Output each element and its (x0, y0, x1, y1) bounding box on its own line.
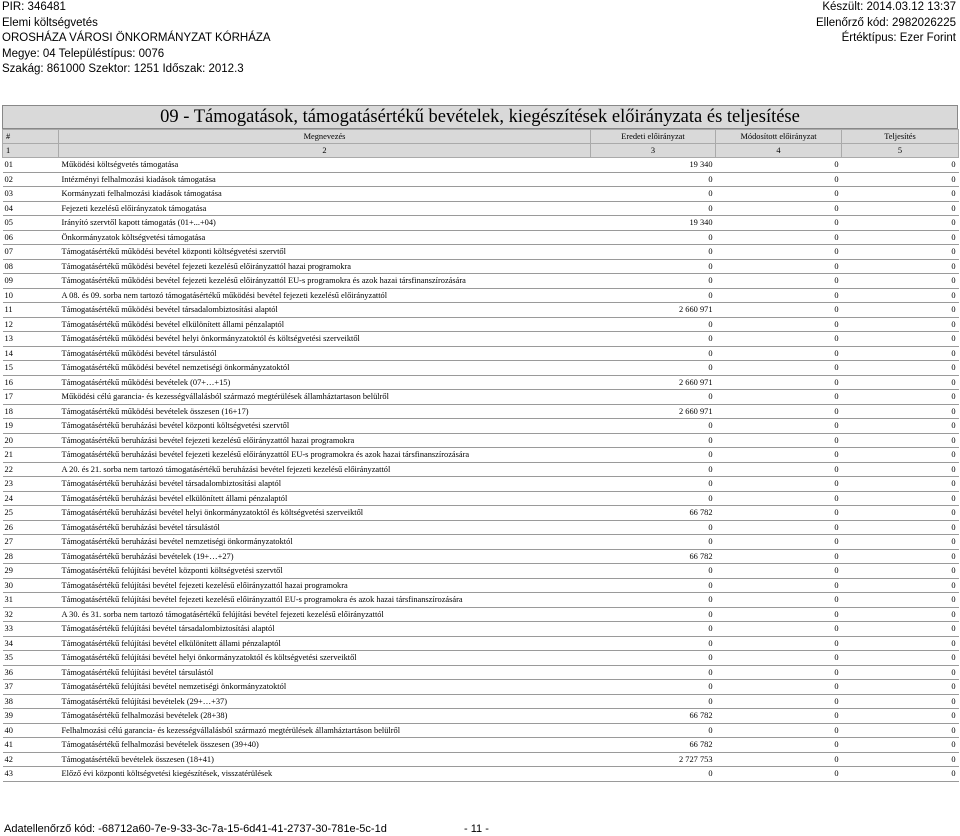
table-row (3, 462, 959, 477)
row-original-value: 0 (591, 694, 716, 709)
row-completed-value: 0 (842, 172, 959, 187)
table-row (3, 738, 959, 753)
row-original-value: 19 340 (591, 158, 716, 173)
row-completed-value: 0 (842, 680, 959, 695)
checksum-code: Ellenőrző kód: 2982026225 (815, 16, 956, 29)
row-number: 19 (3, 419, 59, 434)
row-name: Fejezeti kezelésű előirányzatok támogatása (59, 201, 591, 216)
row-completed-value: 0 (842, 187, 959, 202)
row-name: Támogatásértékű felújítási bevétel fejezeti kezelésű előirányzattól EU-s programokra és azok hazai társfinanszírozására (59, 593, 591, 608)
row-original-value: 0 (591, 477, 716, 492)
row-completed-value: 0 (842, 564, 959, 579)
row-completed-value: 0 (842, 245, 959, 260)
row-original-value: 0 (591, 245, 716, 260)
col-header-completed: Teljesítés (842, 130, 959, 144)
row-name: Támogatásértékű működési bevételek (07+…+15) (59, 375, 591, 390)
row-number: 01 (3, 158, 59, 173)
table-header-row (3, 130, 959, 144)
table-row (3, 274, 959, 289)
row-number: 34 (3, 636, 59, 651)
col-number-1: 1 (3, 144, 59, 158)
table-row (3, 158, 959, 173)
col-header-modified: Módosított előirányzat (716, 130, 842, 144)
col-number-2: 2 (59, 144, 591, 158)
row-completed-value: 0 (842, 593, 959, 608)
row-number: 27 (3, 535, 59, 550)
report-header-left (2, 0, 271, 78)
row-number: 42 (3, 752, 59, 767)
table-row (3, 607, 959, 622)
row-number: 11 (3, 303, 59, 318)
table-row (3, 651, 959, 666)
row-name: Támogatásértékű beruházási bevétel nemzetiségi önkormányzatoktól (59, 535, 591, 550)
row-completed-value: 0 (842, 651, 959, 666)
row-modified-value: 0 (716, 680, 842, 695)
institution-name: OROSHÁZA VÁROSI ÖNKORMÁNYZAT KÓRHÁZA (2, 32, 271, 44)
row-original-value: 0 (591, 767, 716, 782)
row-number: 06 (3, 230, 59, 245)
row-name: Felhalmozási célú garancia- és kezességvállalásból származó megtérülések államháztartáson belülről (59, 723, 591, 738)
row-original-value: 0 (591, 491, 716, 506)
row-completed-value: 0 (842, 506, 959, 521)
row-completed-value: 0 (842, 767, 959, 782)
row-name: Támogatásértékű felújítási bevétel elkülönített állami pénzalaptól (59, 636, 591, 651)
table-row (3, 767, 959, 782)
row-original-value: 66 782 (591, 506, 716, 521)
col-number-3: 3 (591, 144, 716, 158)
row-completed-value: 0 (842, 317, 959, 332)
table-row (3, 245, 959, 260)
row-number: 30 (3, 578, 59, 593)
row-original-value: 0 (591, 564, 716, 579)
table-row (3, 636, 959, 651)
row-name: Támogatásértékű beruházási bevétel társulástól (59, 520, 591, 535)
row-number: 09 (3, 274, 59, 289)
row-name: Támogatásértékű működési bevétel nemzetiségi önkormányzatoktól (59, 361, 591, 376)
table-row (3, 288, 959, 303)
table-row (3, 564, 959, 579)
table-row (3, 520, 959, 535)
table-row (3, 549, 959, 564)
report-title: 09 - Támogatások, támogatásértékű bevételek, kiegészítések előirányzata és teljesítése (2, 105, 958, 129)
table-row (3, 723, 959, 738)
row-number: 02 (3, 172, 59, 187)
table-row (3, 201, 959, 216)
row-original-value: 0 (591, 723, 716, 738)
row-completed-value: 0 (842, 752, 959, 767)
row-modified-value: 0 (716, 694, 842, 709)
table-row (3, 709, 959, 724)
row-completed-value: 0 (842, 549, 959, 564)
table-row (3, 622, 959, 637)
row-number: 28 (3, 549, 59, 564)
row-original-value: 0 (591, 288, 716, 303)
row-number: 21 (3, 448, 59, 463)
table-row (3, 665, 959, 680)
row-modified-value: 0 (716, 549, 842, 564)
row-name: Önkormányzatok költségvetési támogatása (59, 230, 591, 245)
row-original-value: 0 (591, 636, 716, 651)
row-original-value: 0 (591, 448, 716, 463)
row-modified-value: 0 (716, 230, 842, 245)
row-original-value: 66 782 (591, 549, 716, 564)
report-header-right (816, 0, 956, 47)
created-date: Készült: 2014.03.12 13:37 (822, 1, 956, 13)
row-modified-value: 0 (716, 752, 842, 767)
row-name: Támogatásértékű bevételek összesen (18+41) (59, 752, 591, 767)
row-completed-value: 0 (842, 303, 959, 318)
row-modified-value: 0 (716, 506, 842, 521)
table-row (3, 578, 959, 593)
row-modified-value: 0 (716, 404, 842, 419)
row-name: Támogatásértékű működési bevétel elkülönített állami pénzalaptól (59, 317, 591, 332)
row-name: Támogatásértékű működési bevétel központi költségvetési szervtől (59, 245, 591, 260)
row-name: Támogatásértékű felújítási bevétel társulástól (59, 665, 591, 680)
row-number: 07 (3, 245, 59, 260)
row-completed-value: 0 (842, 462, 959, 477)
row-number: 39 (3, 709, 59, 724)
row-name: A 08. és 09. sorba nem tartozó támogatásértékű működési bevétel fejezeti kezelésű előirányzattól (59, 288, 591, 303)
row-original-value: 2 660 971 (591, 404, 716, 419)
row-number: 03 (3, 187, 59, 202)
row-completed-value: 0 (842, 404, 959, 419)
row-original-value: 0 (591, 259, 716, 274)
row-modified-value: 0 (716, 651, 842, 666)
row-name: Támogatásértékű felújítási bevétel központi költségvetési szervtől (59, 564, 591, 579)
row-number: 32 (3, 607, 59, 622)
row-completed-value: 0 (842, 201, 959, 216)
table-row (3, 593, 959, 608)
pir-line: PIR: 346481 (2, 1, 66, 13)
row-modified-value: 0 (716, 172, 842, 187)
row-name: Támogatásértékű felújítási bevétel helyi önkormányzatoktól és költségvetési szerveiktől (59, 651, 591, 666)
table-row (3, 404, 959, 419)
row-original-value: 0 (591, 593, 716, 608)
report-type: Elemi költségvetés (2, 16, 98, 29)
row-original-value: 2 660 971 (591, 303, 716, 318)
row-completed-value: 0 (842, 535, 959, 550)
row-name: Támogatásértékű működési bevétel társulástól (59, 346, 591, 361)
row-completed-value: 0 (842, 607, 959, 622)
row-modified-value: 0 (716, 593, 842, 608)
row-completed-value: 0 (842, 738, 959, 753)
row-number: 31 (3, 593, 59, 608)
sector-line: Szakág: 861000 Szektor: 1251 Időszak: 2012.3 (2, 63, 244, 75)
row-number: 15 (3, 361, 59, 376)
col-number-5: 5 (842, 144, 959, 158)
row-original-value: 0 (591, 274, 716, 289)
table-row (3, 491, 959, 506)
row-name: Előző évi központi költségvetési kiegészítések, visszatérülések (59, 767, 591, 782)
row-modified-value: 0 (716, 578, 842, 593)
report-table (2, 129, 959, 782)
row-name: Támogatásértékű beruházási bevételek (19+…+27) (59, 549, 591, 564)
row-completed-value: 0 (842, 520, 959, 535)
row-number: 24 (3, 491, 59, 506)
row-modified-value: 0 (716, 419, 842, 434)
row-name: Támogatásértékű beruházási bevétel központi költségvetési szervtől (59, 419, 591, 434)
row-modified-value: 0 (716, 767, 842, 782)
row-completed-value: 0 (842, 274, 959, 289)
row-original-value: 66 782 (591, 738, 716, 753)
row-number: 40 (3, 723, 59, 738)
row-original-value: 0 (591, 665, 716, 680)
col-header-name: Megnevezés (59, 130, 591, 144)
row-name: Támogatásértékű beruházási bevétel helyi önkormányzatoktól és költségvetési szerveiktől (59, 506, 591, 521)
row-original-value: 0 (591, 187, 716, 202)
row-completed-value: 0 (842, 288, 959, 303)
row-modified-value: 0 (716, 390, 842, 405)
row-number: 26 (3, 520, 59, 535)
row-number: 23 (3, 477, 59, 492)
row-number: 05 (3, 216, 59, 231)
table-row (3, 332, 959, 347)
row-number: 17 (3, 390, 59, 405)
row-original-value: 0 (591, 622, 716, 637)
row-completed-value: 0 (842, 491, 959, 506)
row-original-value: 0 (591, 346, 716, 361)
row-modified-value: 0 (716, 665, 842, 680)
row-name: Támogatásértékű beruházási bevétel fejezeti kezelésű előirányzattól hazai programokra (59, 433, 591, 448)
row-modified-value: 0 (716, 303, 842, 318)
row-modified-value: 0 (716, 346, 842, 361)
row-name: Támogatásértékű beruházási bevétel társadalombiztosítási alaptól (59, 477, 591, 492)
row-original-value: 0 (591, 433, 716, 448)
table-row (3, 752, 959, 767)
row-modified-value: 0 (716, 317, 842, 332)
row-number: 12 (3, 317, 59, 332)
row-modified-value: 0 (716, 361, 842, 376)
row-completed-value: 0 (842, 578, 959, 593)
row-name: Támogatásértékű működési bevétel fejezeti kezelésű előirányzattól EU-s programokra és azok hazai társfinanszírozására (59, 274, 591, 289)
table-row (3, 694, 959, 709)
row-modified-value: 0 (716, 288, 842, 303)
row-modified-value: 0 (716, 158, 842, 173)
row-original-value: 0 (591, 680, 716, 695)
row-completed-value: 0 (842, 259, 959, 274)
row-modified-value: 0 (716, 448, 842, 463)
row-number: 36 (3, 665, 59, 680)
report-footer (4, 823, 489, 836)
row-number: 16 (3, 375, 59, 390)
row-modified-value: 0 (716, 201, 842, 216)
county-line: Megye: 04 Településtípus: 0076 (2, 47, 165, 60)
row-name: Működési költségvetés támogatása (59, 158, 591, 173)
row-completed-value: 0 (842, 636, 959, 651)
row-modified-value: 0 (716, 622, 842, 637)
row-number: 29 (3, 564, 59, 579)
row-name: Támogatásértékű beruházási bevétel fejezeti kezelésű előirányzattól EU-s programokra és azok hazai társfinanszírozására (59, 448, 591, 463)
table-row (3, 346, 959, 361)
table-row (3, 187, 959, 202)
table-row (3, 361, 959, 376)
row-completed-value: 0 (842, 433, 959, 448)
row-number: 14 (3, 346, 59, 361)
row-name: Támogatásértékű felújítási bevétel nemzetiségi önkormányzatoktól (59, 680, 591, 695)
row-number: 35 (3, 651, 59, 666)
row-modified-value: 0 (716, 491, 842, 506)
row-modified-value: 0 (716, 433, 842, 448)
table-row (3, 317, 959, 332)
row-name: Irányító szervtől kapott támogatás (01+...+04) (59, 216, 591, 231)
table-row (3, 506, 959, 521)
row-modified-value: 0 (716, 187, 842, 202)
col-number-4: 4 (716, 144, 842, 158)
table-row (3, 448, 959, 463)
row-completed-value: 0 (842, 419, 959, 434)
table-row (3, 172, 959, 187)
row-name: Támogatásértékű működési bevétel helyi önkormányzatoktól és költségvetési szerveiktől (59, 332, 591, 347)
row-name: A 20. és 21. sorba nem tartozó támogatásértékű beruházási bevétel fejezeti kezelésű előirányzattól (59, 462, 591, 477)
row-completed-value: 0 (842, 230, 959, 245)
table-row (3, 535, 959, 550)
report-sheet (2, 105, 958, 782)
row-completed-value: 0 (842, 158, 959, 173)
row-number: 33 (3, 622, 59, 637)
row-completed-value: 0 (842, 665, 959, 680)
row-completed-value: 0 (842, 361, 959, 376)
row-completed-value: 0 (842, 216, 959, 231)
row-number: 08 (3, 259, 59, 274)
row-number: 37 (3, 680, 59, 695)
row-number: 04 (3, 201, 59, 216)
row-modified-value: 0 (716, 723, 842, 738)
row-name: Támogatásértékű beruházási bevétel elkülönített állami pénzalaptól (59, 491, 591, 506)
table-row (3, 375, 959, 390)
row-name: Intézményi felhalmozási kiadások támogatása (59, 172, 591, 187)
row-name: A 30. és 31. sorba nem tartozó támogatásértékű felújítási bevétel fejezeti kezelésű előirányzattól (59, 607, 591, 622)
row-number: 18 (3, 404, 59, 419)
row-name: Kormányzati felhalmozási kiadások támogatása (59, 187, 591, 202)
row-modified-value: 0 (716, 274, 842, 289)
row-number: 10 (3, 288, 59, 303)
row-modified-value: 0 (716, 332, 842, 347)
data-check-code: Adatellenőrző kód: -68712a60-7e-9-33-3c-7a-15-6d41-41-2737-30-781e-5c-1d (4, 823, 387, 835)
row-modified-value: 0 (716, 535, 842, 550)
table-row (3, 259, 959, 274)
table-row (3, 419, 959, 434)
row-original-value: 2 660 971 (591, 375, 716, 390)
row-original-value: 0 (591, 317, 716, 332)
row-completed-value: 0 (842, 448, 959, 463)
col-header-number: # (3, 130, 59, 144)
row-modified-value: 0 (716, 607, 842, 622)
row-name: Támogatásértékű felújítási bevétel fejezeti kezelésű előirányzattól hazai programokra (59, 578, 591, 593)
row-number: 20 (3, 433, 59, 448)
row-original-value: 0 (591, 361, 716, 376)
row-name: Támogatásértékű működési bevétel fejezeti kezelésű előirányzattól hazai programokra (59, 259, 591, 274)
row-original-value: 2 727 753 (591, 752, 716, 767)
row-modified-value: 0 (716, 245, 842, 260)
row-completed-value: 0 (842, 332, 959, 347)
row-completed-value: 0 (842, 709, 959, 724)
row-original-value: 0 (591, 607, 716, 622)
row-number: 22 (3, 462, 59, 477)
row-original-value: 0 (591, 230, 716, 245)
row-modified-value: 0 (716, 564, 842, 579)
row-name: Működési célú garancia- és kezességvállalásból származó megtérülések államháztartason belülről (59, 390, 591, 405)
row-name: Támogatásértékű felhalmozási bevételek összesen (39+40) (59, 738, 591, 753)
row-name: Támogatásértékű felújítási bevétel társadalombiztosítási alaptól (59, 622, 591, 637)
table-row (3, 216, 959, 231)
table-row (3, 303, 959, 318)
table-row (3, 230, 959, 245)
row-completed-value: 0 (842, 375, 959, 390)
row-original-value: 19 340 (591, 216, 716, 231)
column-number-row (3, 144, 959, 158)
row-modified-value: 0 (716, 738, 842, 753)
row-completed-value: 0 (842, 477, 959, 492)
row-name: Támogatásértékű felhalmozási bevételek (28+38) (59, 709, 591, 724)
row-number: 38 (3, 694, 59, 709)
row-modified-value: 0 (716, 216, 842, 231)
row-original-value: 0 (591, 332, 716, 347)
row-original-value: 0 (591, 578, 716, 593)
row-number: 41 (3, 738, 59, 753)
col-header-original: Eredeti előirányzat (591, 130, 716, 144)
row-modified-value: 0 (716, 462, 842, 477)
row-modified-value: 0 (716, 259, 842, 274)
row-completed-value: 0 (842, 622, 959, 637)
row-modified-value: 0 (716, 477, 842, 492)
row-name: Támogatásértékű működési bevétel társadalombiztosítási alaptól (59, 303, 591, 318)
row-original-value: 0 (591, 462, 716, 477)
table-row (3, 390, 959, 405)
row-completed-value: 0 (842, 390, 959, 405)
row-completed-value: 0 (842, 346, 959, 361)
row-original-value: 0 (591, 419, 716, 434)
row-original-value: 0 (591, 535, 716, 550)
row-modified-value: 0 (716, 520, 842, 535)
row-original-value: 0 (591, 520, 716, 535)
table-row (3, 477, 959, 492)
row-completed-value: 0 (842, 694, 959, 709)
row-number: 13 (3, 332, 59, 347)
page-number: - 11 - (464, 823, 489, 835)
row-number: 25 (3, 506, 59, 521)
row-modified-value: 0 (716, 636, 842, 651)
row-original-value: 0 (591, 172, 716, 187)
table-row (3, 680, 959, 695)
row-name: Támogatásértékű felújítási bevételek (29+…+37) (59, 694, 591, 709)
row-original-value: 0 (591, 390, 716, 405)
row-modified-value: 0 (716, 375, 842, 390)
value-type: Értéktípus: Ezer Forint (841, 32, 956, 44)
row-modified-value: 0 (716, 709, 842, 724)
row-number: 43 (3, 767, 59, 782)
row-original-value: 0 (591, 651, 716, 666)
row-original-value: 0 (591, 201, 716, 216)
table-row (3, 433, 959, 448)
row-completed-value: 0 (842, 723, 959, 738)
row-name: Támogatásértékű működési bevételek összesen (16+17) (59, 404, 591, 419)
row-original-value: 66 782 (591, 709, 716, 724)
